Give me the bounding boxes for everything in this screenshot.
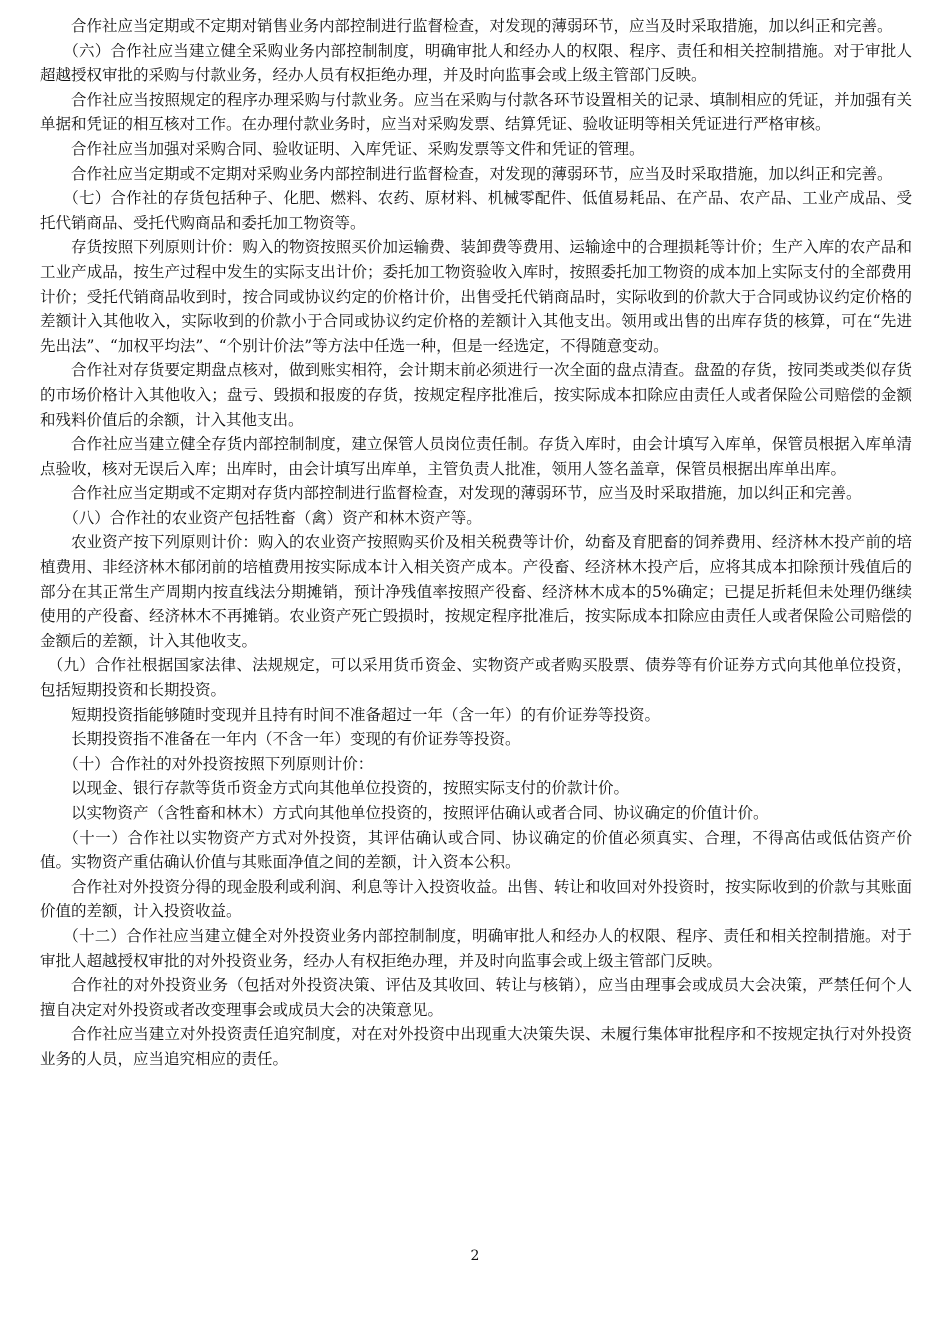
section-paragraph: （十二）合作社应当建立健全对外投资业务内部控制制度，明确审批人和经办人的权限、程序、责任和相关控制措施。对于审批人超越授权审批的对外投资业务，经办人有权拒绝办理，并及时向监事会或上级主管部门反映。 (40, 926, 912, 970)
body-paragraph: 合作社对存货要定期盘点核对，做到账实相符，会计期末前必须进行一次全面的盘点清查。盘盈的存货，按同类或类似存货的市场价格计入其他收入；盘亏、毁损和报废的存货，按规定程序批准后，按实际成本扣除应由责任人或者保险公司赔偿的金额和残料价值后的余额，计入其他支出。 (40, 361, 912, 429)
section-paragraph: （六）合作社应当建立健全采购业务内部控制制度，明确审批人和经办人的权限、程序、责任和相关控制措施。对于审批人超越授权审批的采购与付款业务，经办人员有权拒绝办理，并及时向监事会或上级主管部门反映。 (40, 41, 912, 85)
section-paragraph: （九）合作社根据国家法律、法规规定，可以采用货币资金、实物资产或者购买股票、债券等有价证券方式向其他单位投资，包括短期投资和长期投资。 (40, 656, 912, 700)
body-paragraph: 农业资产按下列原则计价：购入的农业资产按照购买价及相关税费等计价，幼畜及育肥畜的饲养费用、经济林木投产前的培植费用、非经济林木郁闭前的培植费用按实际成本计入相关资产成本。产役畜、经济林木投产后，应将其成本扣除预计残值后的部分在其正常生产周期内按直线法分期摊销，预计净残值率按照产役畜、经济林木成本的5%确定；已提足折耗但未处理仍继续使用的产役畜、经济林木不再摊销。农业资产死亡毁损时，按规定程序批准后，按实际成本扣除应由责任人或者保险公司赔偿的金额后的差额，计入其他收支。 (40, 533, 912, 650)
body-paragraph: 合作社对外投资分得的现金股利或利润、利息等计入投资收益。出售、转让和收回对外投资时，按实际收到的价款与其账面价值的差额，计入投资收益。 (40, 877, 912, 921)
section-paragraph: （七）合作社的存货包括种子、化肥、燃料、农药、原材料、机械零配件、低值易耗品、在产品、农产品、工业产成品、受托代销商品、受托代购商品和委托加工物资等。 (40, 189, 912, 232)
body-paragraph: 短期投资指能够随时变现并且持有时间不准备超过一年（含一年）的有价证券等投资。 (71, 705, 661, 724)
document-body (40, 14, 912, 1072)
body-paragraph: 合作社应当定期或不定期对存货内部控制进行监督检查，对发现的薄弱环节，应当及时采取措施，加以纠正和完善。 (71, 484, 862, 503)
section-paragraph: （八）合作社的农业资产包括牲畜（禽）资产和林木资产等。 (63, 508, 482, 527)
body-paragraph: 存货按照下列原则计价：购入的物资按照买价加运输费、装卸费等费用、运输途中的合理损耗等计价；生产入库的农产品和工业产成品，按生产过程中发生的实际支出计价；委托加工物资验收入库时，按照委托加工物资的成本加上实际支付的全部费用计价；受托代销商品收到时，按合同或协议约定的价格计价，出售受托代销商品时，实际收到的价款大于合同或协议约定价格的差额计入其他收入，实际收到的价款小于合同或协议约定价格的差额计入其他支出。领用或出售的出库存货的核算，可在“先进先出法”、“加权平均法”、“个别计价法”等方法中任选一种，但是一经选定，不得随意变动。 (40, 238, 912, 355)
body-paragraph: 合作社应当定期或不定期对采购业务内部控制进行监督检查，对发现的薄弱环节，应当及时采取措施，加以纠正和完善。 (71, 164, 893, 183)
section-paragraph: （十）合作社的对外投资按照下列原则计价： (63, 754, 374, 773)
body-paragraph: 合作社应当加强对采购合同、验收证明、入库凭证、采购发票等文件和凭证的管理。 (71, 139, 645, 158)
page-number: 2 (470, 1248, 480, 1264)
body-paragraph: 合作社应当按照规定的程序办理采购与付款业务。应当在采购与付款各环节设置相关的记录、填制相应的凭证，并加强有关单据和凭证的相互核对工作。在办理付款业务时，应当对采购发票、结算凭证、验收证明等相关凭证进行严格审核。 (40, 90, 912, 134)
body-paragraph: 长期投资指不准备在一年内（不含一年）变现的有价证券等投资。 (71, 730, 521, 749)
body-paragraph: 合作社的对外投资业务（包括对外投资决策、评估及其收回、转让与核销），应当由理事会或成员大会决策，严禁任何个人擅自决定对外投资或者改变理事会或成员大会的决策意见。 (40, 976, 912, 1019)
body-paragraph: 以现金、银行存款等货币资金方式向其他单位投资的，按照实际支付的价款计价。 (71, 779, 630, 798)
body-paragraph: 合作社应当建立对外投资责任追究制度，对在对外投资中出现重大决策失误、未履行集体审批程序和不按规定执行对外投资业务的人员，应当追究相应的责任。 (40, 1025, 912, 1068)
body-paragraph: 合作社应当建立健全存货内部控制制度，建立保管人员岗位责任制。存货入库时，由会计填写入库单，保管员根据入库单清点验收，核对无误后入库；出库时，由会计填写出库单，主管负责人批准，领用人签名盖章，保管员根据出库单出库。 (40, 435, 912, 478)
body-paragraph: 以实物资产（含牲畜和林木）方式向其他单位投资的，按照评估确认或者合同、协议确定的价值计价。 (71, 804, 769, 822)
body-paragraph: 合作社应当定期或不定期对销售业务内部控制进行监督检查，对发现的薄弱环节，应当及时采取措施，加以纠正和完善。 (71, 17, 893, 35)
section-paragraph: （十一）合作社以实物资产方式对外投资，其评估确认或合同、协议确定的价值必须真实、合理，不得高估或低估资产价值。实物资产重估确认价值与其账面净值之间的差额，计入资本公积。 (40, 828, 912, 872)
